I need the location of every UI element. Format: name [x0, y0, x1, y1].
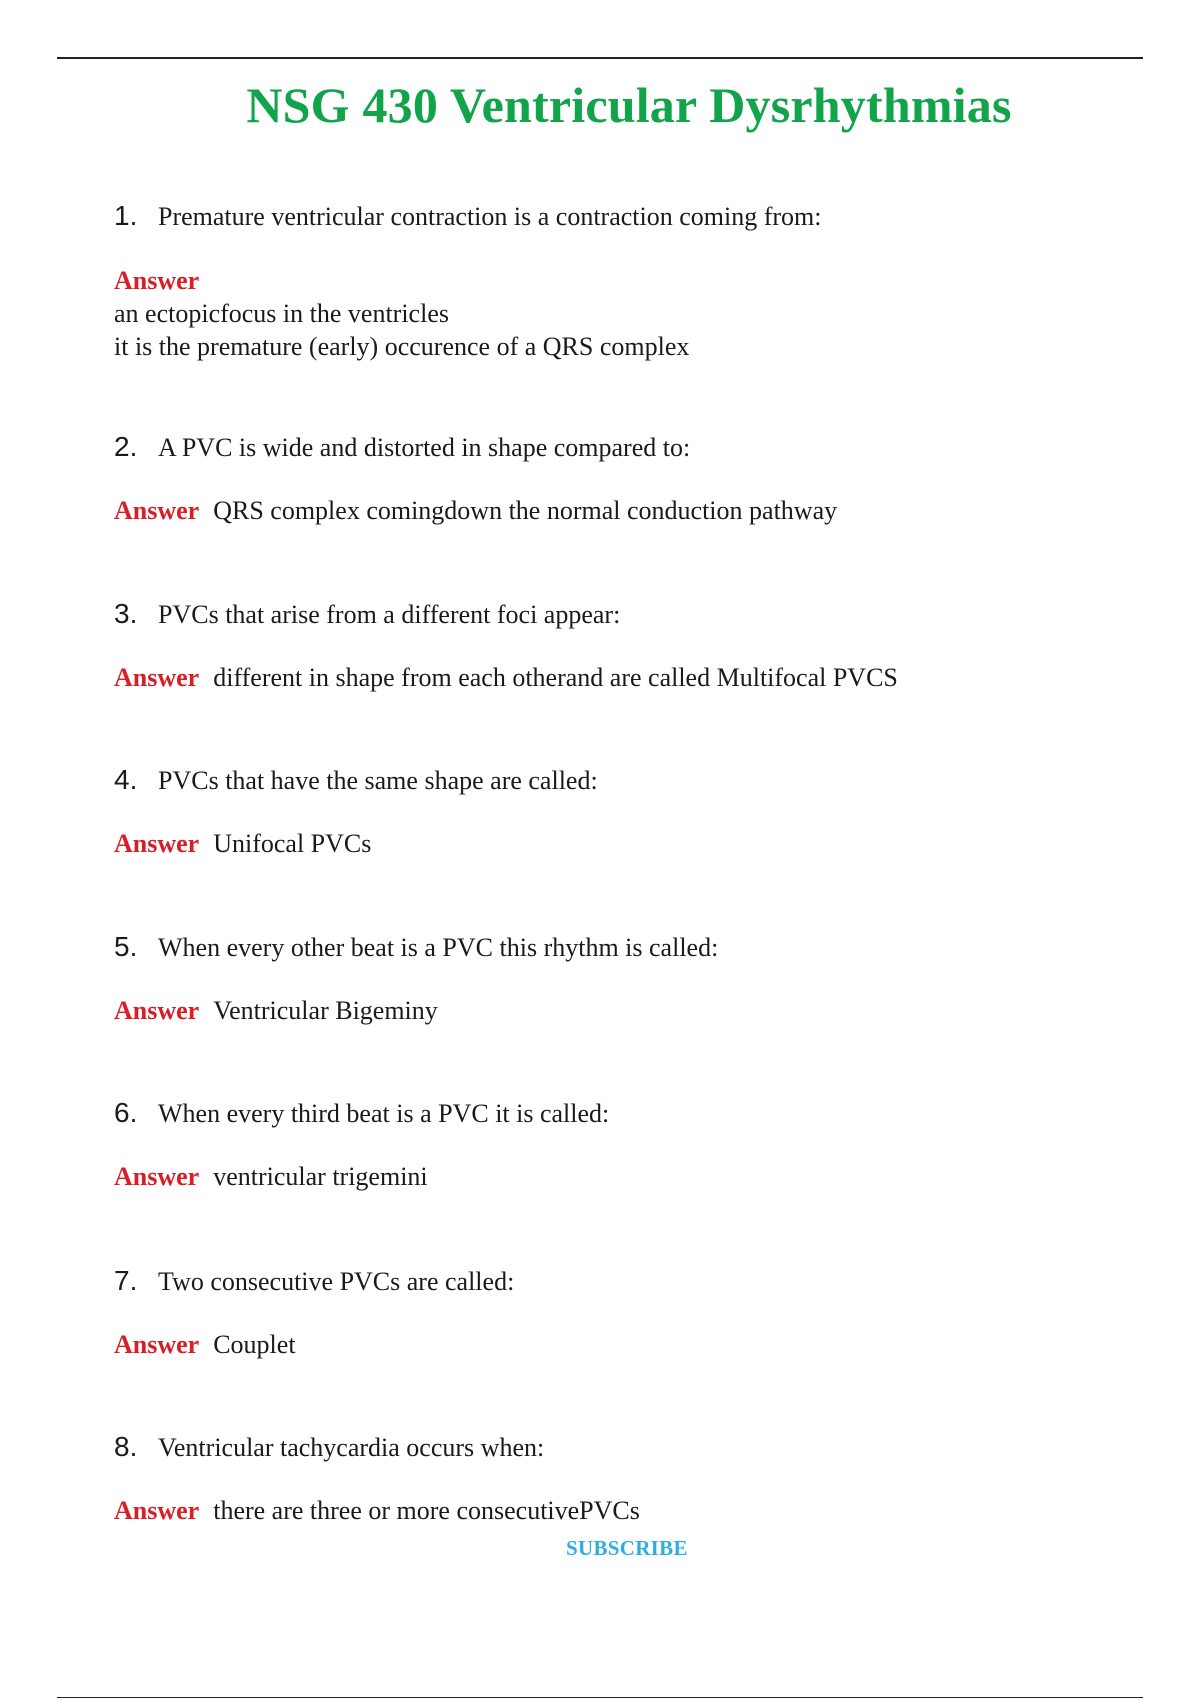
question-8-prompt: [114, 1430, 1114, 1465]
question-2-answer: [114, 495, 1114, 527]
question-4-number: 4.: [114, 764, 138, 795]
question-6-number: 6.: [114, 1097, 138, 1128]
subscribe-link[interactable]: SUBSCRIBE: [566, 1536, 688, 1560]
question-2-number: 2.: [114, 431, 138, 462]
question-3-number: 3.: [114, 598, 138, 629]
question-8-text: Ventricular tachycardia occurs when:: [158, 1433, 545, 1462]
answer-label: Answer: [114, 996, 200, 1025]
question-4-text: PVCs that have the same shape are called:: [158, 766, 598, 795]
question-2-prompt: [114, 430, 1114, 465]
question-4-answer-text: Unifocal PVCs: [213, 829, 372, 858]
answer-label: Answer: [114, 1496, 200, 1525]
answer-label: Answer: [114, 266, 200, 295]
question-3-prompt: [114, 597, 1114, 632]
document-title: NSG 430 Ventricular Dysrhythmias: [246, 77, 1012, 133]
question-1-number: 1.: [114, 200, 138, 231]
question-3-answer: [114, 662, 1114, 694]
question-8-answer: [114, 1495, 1114, 1527]
question-5-answer: [114, 995, 1114, 1027]
question-2-text: A PVC is wide and distorted in shape compared to:: [158, 433, 691, 462]
question-5: [114, 930, 1114, 1027]
question-6-text: When every third beat is a PVC it is called:: [158, 1099, 610, 1128]
question-3: [114, 597, 1114, 694]
question-2-answer-text: QRS complex comingdown the normal conduction pathway: [213, 496, 838, 525]
question-6-answer: [114, 1161, 1114, 1193]
question-7-text: Two consecutive PVCs are called:: [158, 1267, 515, 1296]
question-3-text: PVCs that arise from a different foci appear:: [158, 600, 621, 629]
question-1-answer-line-2: it is the premature (early) occurence of a QRS complex: [114, 332, 690, 361]
answer-label: Answer: [114, 1162, 200, 1191]
question-4: [114, 763, 1114, 860]
question-2: [114, 430, 1114, 527]
question-1-answer: [114, 264, 1114, 363]
question-7-answer: [114, 1329, 1114, 1361]
question-7-number: 7.: [114, 1265, 138, 1296]
question-4-answer: [114, 828, 1114, 860]
top-rule: [57, 57, 1143, 59]
question-3-answer-text: different in shape from each otherand are called Multifocal PVCS: [213, 663, 898, 692]
answer-label: Answer: [114, 663, 200, 692]
question-7-prompt: [114, 1264, 1114, 1299]
question-6-prompt: [114, 1096, 1114, 1131]
answer-label: Answer: [114, 496, 200, 525]
question-8: [114, 1430, 1114, 1527]
question-6: [114, 1096, 1114, 1193]
question-5-prompt: [114, 930, 1114, 965]
question-6-answer-text: ventricular trigemini: [213, 1162, 428, 1191]
question-1: [114, 199, 1114, 363]
question-4-prompt: [114, 763, 1114, 798]
question-7-answer-text: Couplet: [213, 1330, 296, 1359]
question-8-answer-text: there are three or more consecutivePVCs: [213, 1496, 640, 1525]
question-5-number: 5.: [114, 931, 138, 962]
question-8-number: 8.: [114, 1431, 138, 1462]
question-1-answer-line-1: an ectopicfocus in the ventricles: [114, 299, 449, 328]
question-7: [114, 1264, 1114, 1361]
answer-label: Answer: [114, 1330, 200, 1359]
answer-label: Answer: [114, 829, 200, 858]
bottom-rule: [57, 1697, 1143, 1698]
question-5-answer-text: Ventricular Bigeminy: [213, 996, 438, 1025]
question-1-prompt: [114, 199, 1114, 234]
question-5-text: When every other beat is a PVC this rhythm is called:: [158, 933, 719, 962]
question-1-text: Premature ventricular contraction is a contraction coming from:: [158, 202, 822, 231]
